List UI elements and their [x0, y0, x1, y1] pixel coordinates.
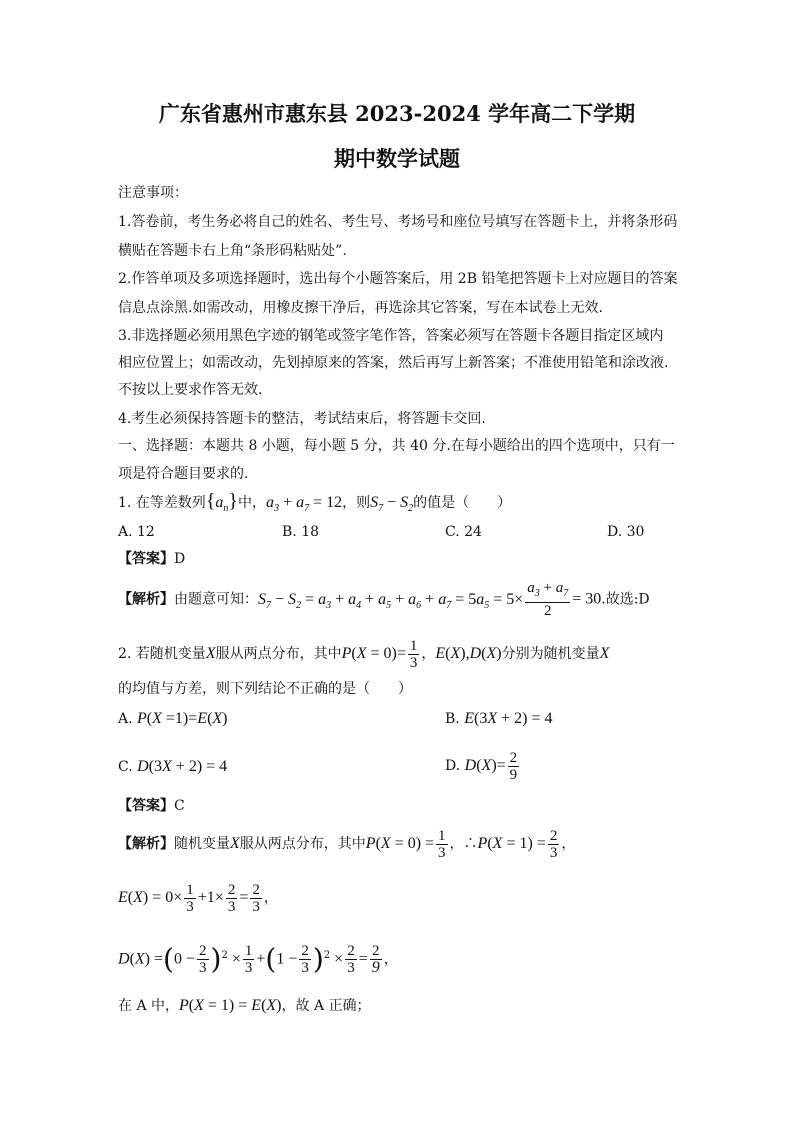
- notice-item-3b: 相应位置上；如需改动，先划掉原来的答案，然后再写上新答案；不准使用铅笔和涂改液.: [118, 355, 669, 371]
- notice-item-1b: 横贴在答题卡右上角“条形码粘贴处”.: [118, 243, 347, 259]
- q2-variance-formula: D(X) =(0 − $\frac{2}{3}$ )$^2$ × $\frac{1}{3}$ +(1 − $\frac{2}{3}$ )$^2$ × $\frac{2}{3}$ = $\frac{2}{9}$ ，: [118, 942, 398, 977]
- page-title: 广东省惠州市惠东县 2023-2024 学年高二下学期: [158, 101, 636, 126]
- q1-option-b: B. 18: [282, 524, 320, 540]
- q1-analysis-formula: $S_7 - S_2 = a_3 + a_4 + a_5 + a_6 + a_7 = 5a_5 = 5\times$: [258, 590, 524, 611]
- q1-option-d: D. 30: [607, 524, 645, 540]
- q2-analysis-last: 在 A 中，P(X = 1) = E(X)，故 A 正确；: [118, 997, 371, 1014]
- q1-answer: 【答案】D: [118, 551, 186, 567]
- q2-option-d: D. D(X)= $\frac{2}{9}$: [445, 749, 518, 783]
- q2-option-b: B. E(3X + 2) = 4: [445, 710, 553, 727]
- q2-analysis: 【解析】随机变量X服从两点分布，其中P(X = 0) = $\frac{1}{3}$ ，∴P(X = 1) = $\frac{2}{3}$ ，: [118, 827, 576, 861]
- notice-item-2b: 信息点涂黑.如需改动，用橡皮擦干净后，再选涂其它答案，写在本试卷上无效.: [118, 300, 603, 316]
- notice-heading: 注意事项：: [118, 185, 188, 201]
- section-1-line-2: 项是符合题目要求的.: [118, 466, 249, 482]
- q2-option-c: C. D(3X + 2) = 4: [118, 758, 228, 775]
- question-1: 1. 在等差数列$\{a_n\}$中，$a_3 + a_7 = 12$，则$S_7 - S_2$的值是（ ）: [118, 490, 512, 515]
- question-2: 2. 若随机变量X服从两点分布，其中P(X = 0)= $\frac{1}{3}$ ，E(X),D(X)分别为随机变量X: [118, 637, 610, 671]
- q1-condition-formula: $a_3 + a_7 = 12$: [266, 494, 343, 515]
- notice-item-3a: 3.非选择题必须用黑色字迹的钢笔或签字笔作答，答案必须写在答题卡各题目指定区域内: [118, 328, 664, 344]
- q1-sequence-formula: $\{a_n\}$: [205, 490, 239, 515]
- q2-option-a: A. P(X =1)=E(X): [118, 710, 228, 727]
- q1-option-c: C. 24: [445, 524, 482, 540]
- q1-analysis: 【解析】由题意可知：$S_7 - S_2 = a_3 + a_4 + a_5 + a_6 + a_7 = 5a_5 = 5\times$ $\frac{a_3 + a_7}{2}$ = 30.故选:D: [118, 580, 650, 619]
- q2-ex-dx-formula: E(X),D(X): [435, 645, 502, 662]
- q2-line-2: 的均值与方差，则下列结论不正确的是（ ）: [118, 681, 412, 697]
- q2-expectation-formula: E(X) = 0× $\frac{1}{3}$ +1× $\frac{2}{3}$ = $\frac{2}{3}$ ，: [118, 881, 278, 915]
- notice-item-3c: 不按以上要求作答无效.: [118, 382, 263, 398]
- q1-option-a: A. 12: [118, 524, 155, 540]
- notice-item-4: 4.考生必须保持答题卡的整洁，考试结束后，将答题卡交回.: [118, 411, 486, 427]
- notice-item-2a: 2.作答单项及多项选择题时，选出每个小题答案后，用 2B 铅笔把答题卡上对应题目的答案: [118, 271, 678, 287]
- page-subtitle: 期中数学试题: [334, 146, 460, 171]
- q2-probability-formula: P(X = 0)=: [341, 645, 406, 662]
- section-1-line-1: 一、选择题：本题共 8 小题，每小题 5 分，共 40 分.在每小题给出的四个选项中，只有一: [118, 438, 675, 454]
- q2-answer: 【答案】C: [118, 798, 185, 814]
- notice-item-1a: 1.答卷前，考生务必将自己的姓名、考生号、考场号和座位号填写在答题卡上，并将条形码: [118, 214, 678, 230]
- q1-analysis-fraction: $\frac{a_3 + a_7}{2}$: [527, 580, 569, 619]
- q1-target-formula: $S_7 - S_2$: [370, 494, 414, 515]
